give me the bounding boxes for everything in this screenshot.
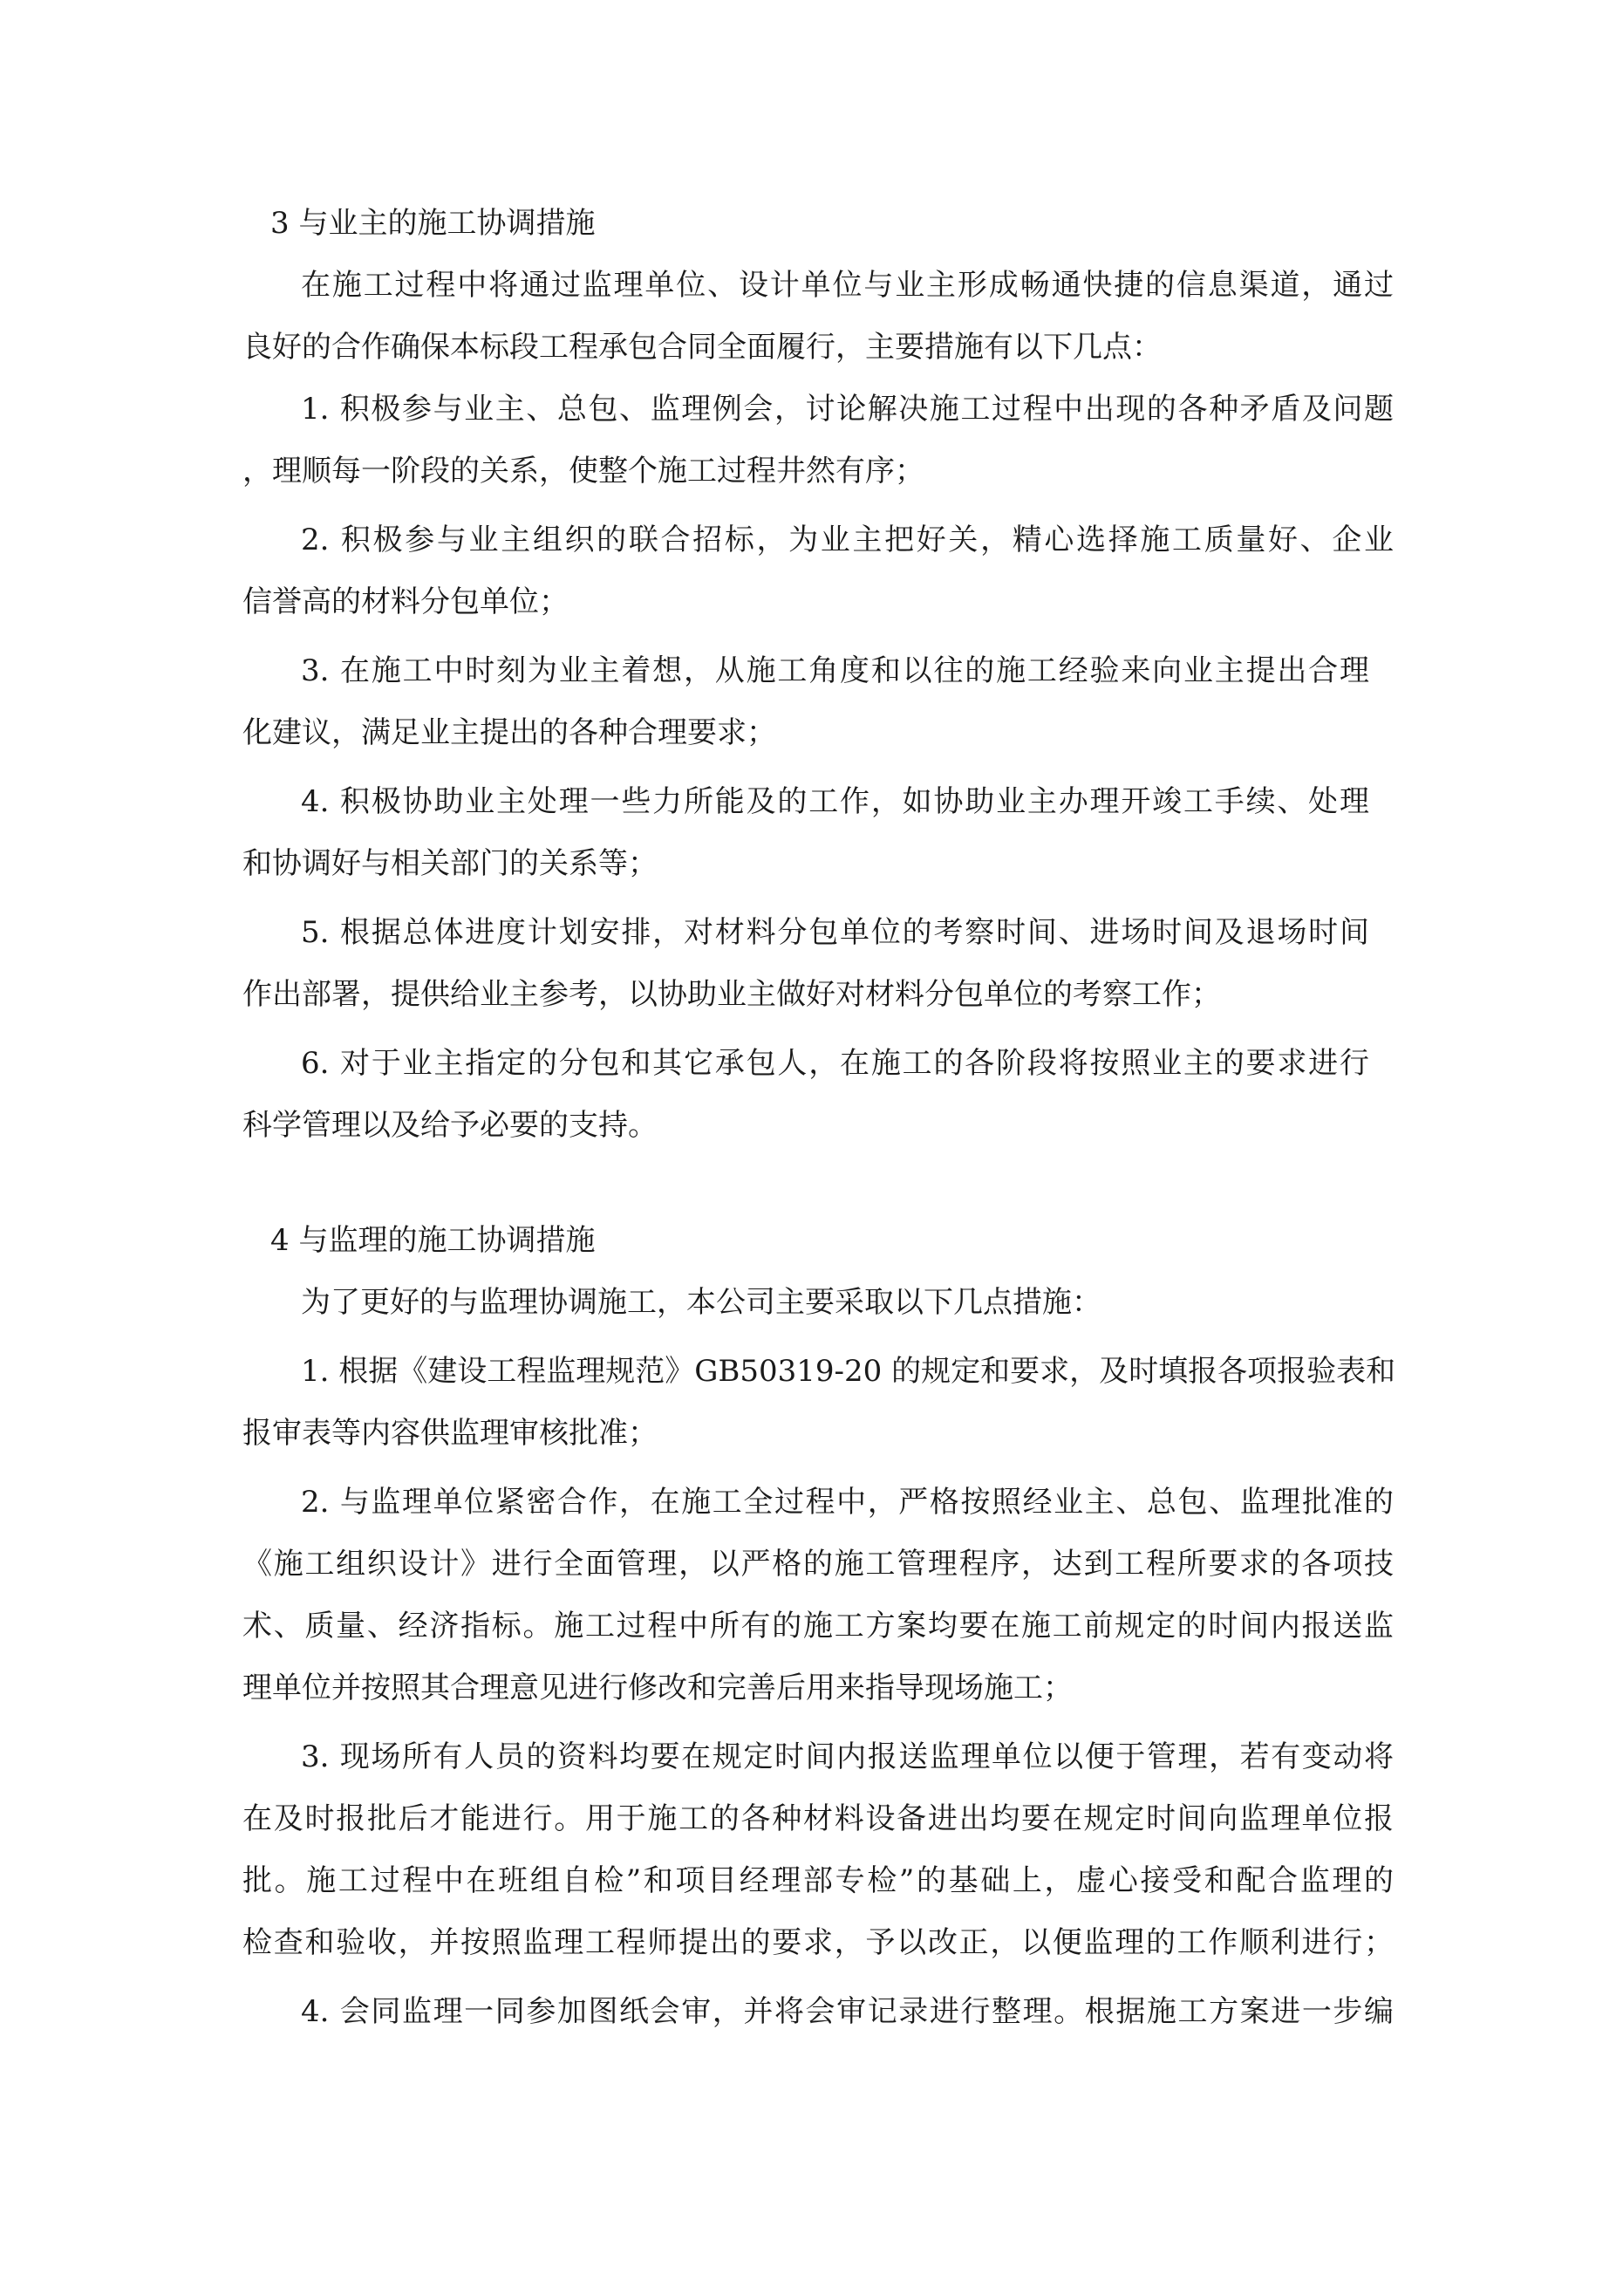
list-item-line: 3. 在施工中时刻为业主着想，从施工角度和以往的施工经验来向业主提出合理 [301,653,1369,688]
list-item-line: 和协调好与相关部门的关系等； [242,846,658,881]
list-item-line: 1. 根据《建设工程监理规范》GB50319-20 的规定和要求，及时填报各项报验表和 [301,1354,1396,1389]
list-item-line: 3. 现场所有人员的资料均要在规定时间内报送监理单位以便于管理，若有变动将 [301,1739,1394,1774]
list-item-line: 1. 积极参与业主、总包、监理例会，讨论解决施工过程中出现的各种矛盾及问题 [301,392,1394,427]
list-item-line: 6. 对于业主指定的分包和其它承包人，在施工的各阶段将按照业主的要求进行 [301,1046,1369,1081]
list-item-line: 4. 会同监理一同参加图纸会审，并将会审记录进行整理。根据施工方案进一步编 [301,1994,1394,2029]
list-item-line: 4. 积极协助业主处理一些力所能及的工作，如协助业主办理开竣工手续、处理 [301,784,1369,819]
list-item-line: 《施工组织设计》进行全面管理，以严格的施工管理程序，达到工程所要求的各项技 [242,1547,1394,1582]
list-item-line: 报审表等内容供监理审核批准； [242,1416,658,1451]
paragraph-line: 良好的合作确保本标段工程承包合同全面履行，主要措施有以下几点： [242,330,1162,365]
list-item-line: 作出部署，提供给业主参考，以协助业主做好对材料分包单位的考察工作； [242,977,1221,1012]
list-item-line: 理单位并按照其合理意见进行修改和完善后用来指导现场施工； [242,1671,1073,1705]
list-item-line: 信誉高的材料分包单位； [242,584,569,619]
paragraph-line: 在施工过程中将通过监理单位、设计单位与业主形成畅通快捷的信息渠道，通过 [301,268,1394,303]
list-item-line: 术、质量、经济指标。施工过程中所有的施工方案均要在施工前规定的时间内报送监 [242,1609,1394,1643]
list-item-line: 科学管理以及给予必要的支持。 [242,1108,658,1143]
paragraph-line: 为了更好的与监理协调施工，本公司主要采取以下几点措施： [301,1285,1101,1320]
list-item-line: 检查和验收，并按照监理工程师提出的要求，予以改正，以便监理的工作顺利进行； [242,1925,1394,1960]
section-3-heading: 3 与业主的施工协调措施 [270,206,596,241]
list-item-line: 化建议，满足业主提出的各种合理要求； [242,715,776,750]
list-item-line: 2. 积极参与业主组织的联合招标，为业主把好关，精心选择施工质量好、企业 [301,523,1394,557]
list-item-line: ，理顺每一阶段的关系，使整个施工过程井然有序； [242,454,924,489]
list-item-line: 5. 根据总体进度计划安排，对材料分包单位的考察时间、进场时间及退场时间 [301,915,1369,950]
list-item-line: 在及时报批后才能进行。用于施工的各种材料设备进出均要在规定时间向监理单位报 [242,1801,1394,1836]
list-item-line: 2. 与监理单位紧密合作，在施工全过程中，严格按照经业主、总包、监理批准的 [301,1485,1394,1520]
section-4-heading: 4 与监理的施工协调措施 [270,1223,596,1258]
list-item-line: 批。施工过程中在班组自检”和项目经理部专检”的基础上，虚心接受和配合监理的 [242,1863,1394,1898]
